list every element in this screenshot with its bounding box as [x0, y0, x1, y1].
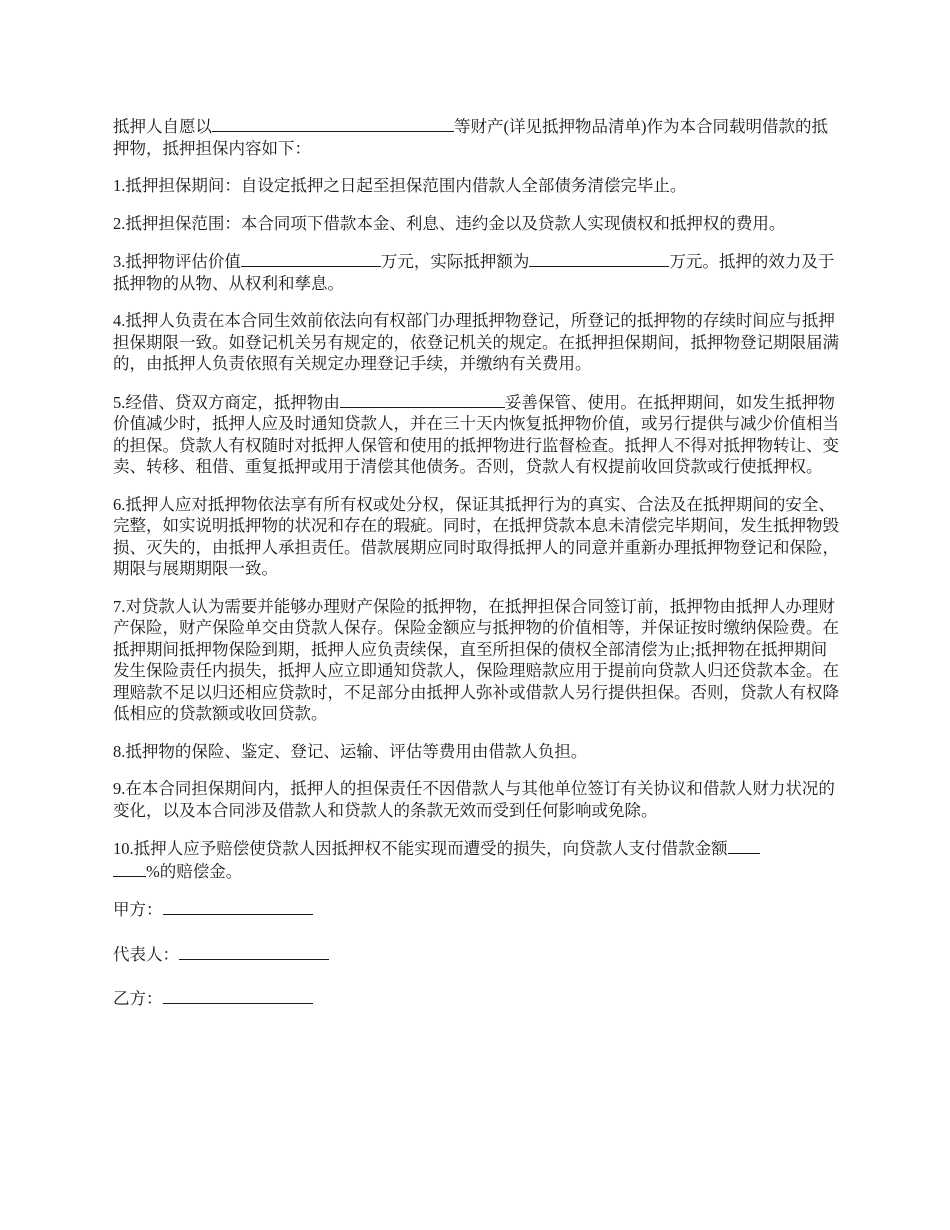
clause-6: 6.抵押人应对抵押物依法享有所有权或处分权，保证其抵押行为的真实、合法及在抵押期间的安全、完整，如实说明抵押物的状况和存在的瑕疵。同时，在抵押贷款本息未清偿完毕期间，发生抵押物毁损、灭失的，由抵押人承担责任。借款展期应同时取得抵押人的同意并重新办理抵押物登记和保险，期限与展期期限一致。: [113, 494, 839, 578]
percentage-blank-1: [728, 837, 760, 854]
clause-8: 8.抵押物的保险、鉴定、登记、运输、评估等费用由借款人负担。: [113, 741, 588, 761]
mortgage-amount-blank: [529, 250, 669, 267]
intro-text-2: 等财产(详见抵押物品清单)作为本合同载明借款的抵押物，抵押担保内容如下：: [113, 117, 828, 158]
signature-party-a: [113, 898, 843, 921]
collateral-blank: [212, 115, 454, 132]
party-a-label: 甲方：: [113, 900, 163, 919]
clause-2: 2.抵押担保范围：本合同项下借款本金、利息、违约金以及贷款人实现债权和抵押权的费用。: [113, 213, 786, 233]
clause-4: 4.抵押人负责在本合同生效前依法向有权部门办理抵押物登记，所登记的抵押物的存续时间应与抵押担保期限一致。如登记机关另有规定的，依登记机关的规定。在抵押担保期间，抵押物登记期限届满的，由抵押人负责依照有关规定办理登记手续，并缴纳有关费用。: [113, 311, 839, 373]
valuation-blank: [241, 250, 381, 267]
clause-1: 1.抵押担保期间：自设定抵押之日起至担保范围内借款人全部债务清偿完毕止。: [113, 176, 687, 195]
intro-paragraph: [113, 115, 843, 159]
signature-party-b: [113, 987, 843, 1010]
clause-3-text-1: 3.抵押物评估价值: [113, 252, 241, 271]
percentage-blank-2: [113, 860, 146, 877]
clause-9: 9.在本合同担保期间内，抵押人的担保责任不因借款人与其他单位签订有关协议和借款人财力状况的变化，以及本合同涉及借款人和贷款人的条款无效而受到任何影响或免除。: [113, 779, 835, 820]
party-b-blank: [163, 987, 313, 1004]
clause-10-text-2: %的赔偿金。: [146, 861, 243, 881]
clause-5: [113, 391, 843, 478]
signature-representative: [113, 943, 843, 966]
representative-label: 代表人：: [113, 944, 179, 964]
contract-document: [113, 115, 843, 1032]
clause-10-text-1: 10.抵押人应予赔偿使贷款人因抵押权不能实现而遭受的损失，向贷款人支付借款金额: [113, 839, 728, 858]
clause-3-text-3: 万元。抵押的效力及于抵押物的从物、从权利和孳息。: [113, 252, 835, 293]
representative-blank: [179, 943, 329, 960]
clause-3: [113, 250, 843, 294]
clause-5-text-2: 妥善保管、使用。在抵押期间，如发生抵押物价值减少时，抵押人应及时通知贷款人，并在三十天内恢复抵押物价值，或另行提供与减少价值相当的担保。贷款人有权随时对抵押人保管和使用的抵押物进行监督检查。抵押人不得对抵押物转让、变卖、转移、租借、重复抵押或用于清偿其他债务。否则，贷款人有权提前收回贷款或行使抵押权。: [113, 392, 839, 476]
intro-text-1: 抵押人自愿以: [113, 117, 212, 136]
party-a-blank: [163, 898, 313, 915]
clause-10: [113, 837, 843, 882]
clause-3-text-2: 万元，实际抵押额为: [380, 252, 530, 271]
clause-7: 7.对贷款人认为需要并能够办理财产保险的抵押物，在抵押担保合同签订前，抵押物由抵押人办理财产保险，财产保险单交由贷款人保存。保险金额应与抵押物的价值相等，并保证按时缴纳保险费。在抵押期间抵押物保险到期，抵押人应负责续保，直至所担保的债权全部清偿为止;抵押物在抵押期间发生保险责任内损失，抵押人应立即通知贷款人，保险理赔款应用于提前向贷款人归还贷款本金。在理赔款不足以归还相应贷款时，不足部分由抵押人弥补或借款人另行提供担保。否则，贷款人有权降低相应的贷款额或收回贷款。: [113, 596, 839, 723]
clause-5-text-1: 5.经借、贷双方商定，抵押物由: [113, 392, 340, 412]
custodian-blank: [340, 391, 505, 408]
party-b-label: 乙方：: [113, 989, 163, 1008]
